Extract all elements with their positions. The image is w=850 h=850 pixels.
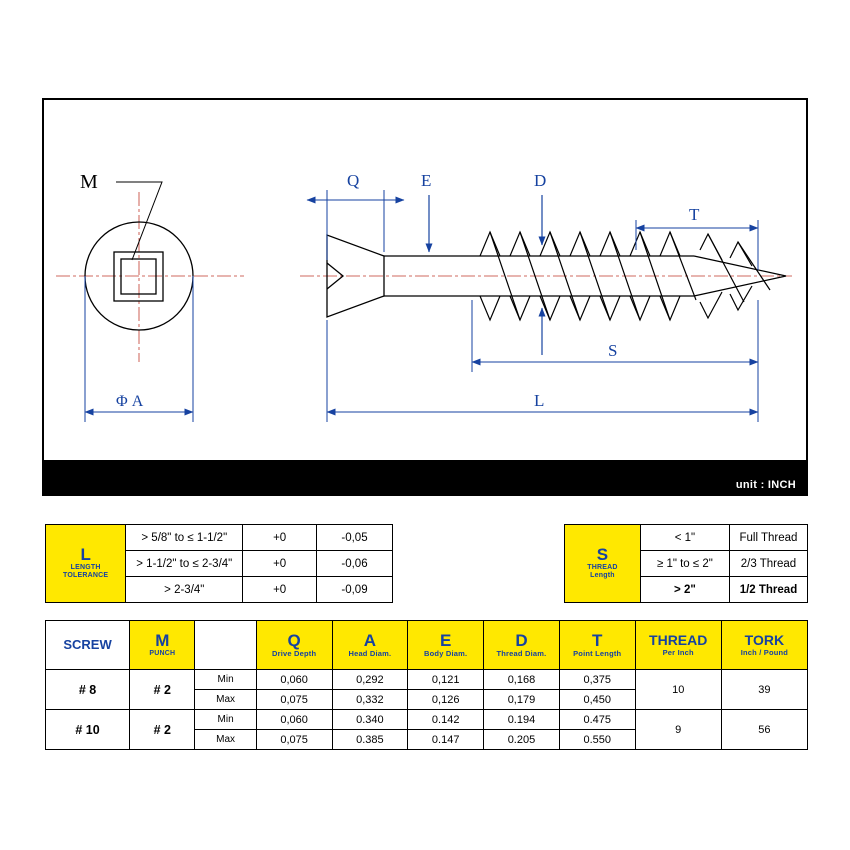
row1-max-a: 0,332: [332, 690, 408, 710]
dim-Q: [307, 190, 404, 260]
row2-thread: 9: [635, 710, 721, 750]
row2-min-a: 0.340: [332, 710, 408, 730]
header-a-sub: Head Diam.: [348, 649, 392, 659]
row1-min-e: 0,121: [408, 670, 484, 690]
table-header-row: [46, 621, 808, 670]
row2-punch: # 2: [130, 710, 195, 750]
s-value-2: 2/3 Thread: [729, 551, 807, 577]
row2-max-e: 0.147: [408, 730, 484, 750]
header-d-sub: Thread Diam.: [496, 649, 547, 659]
header-q-letter: Q: [287, 630, 301, 650]
header-screw-label: SCREW: [63, 637, 112, 652]
l-minus-3: -0,09: [317, 577, 393, 603]
thread-length-table: [564, 524, 808, 603]
header-tork-sub: Inch / Pound: [740, 647, 789, 657]
table-row: [46, 525, 393, 551]
s-value-1: Full Thread: [729, 525, 807, 551]
header-q: [256, 621, 332, 670]
row2-max-label: Max: [195, 730, 256, 750]
l-key-letter: L: [80, 545, 91, 565]
s-range-2: ≥ 1" to ≤ 2": [640, 551, 729, 577]
row2-screw: # 10: [46, 710, 130, 750]
row1-max-d: 0,179: [484, 690, 560, 710]
dim-S: [472, 300, 758, 372]
row2-min-q: 0,060: [256, 710, 332, 730]
s-key-line1: THREAD: [587, 564, 618, 572]
header-e: [408, 621, 484, 670]
row1-max-t: 0,450: [559, 690, 635, 710]
screw-drawing: [44, 100, 806, 494]
row1-min-a: 0,292: [332, 670, 408, 690]
label-phi-A: Φ A: [116, 393, 144, 410]
label-Q: Q: [347, 171, 360, 190]
label-E: E: [421, 171, 432, 190]
l-plus-3: +0: [243, 577, 317, 603]
label-D: D: [534, 171, 547, 190]
row1-screw: # 8: [46, 670, 130, 710]
row1-max-q: 0,075: [256, 690, 332, 710]
l-minus-1: -0,05: [317, 525, 393, 551]
header-m: [130, 621, 195, 670]
s-range-3: > 2": [640, 577, 729, 603]
header-thread-letter: THREAD: [649, 632, 708, 649]
table-row: [46, 710, 808, 730]
header-thread-sub: Per Inch: [662, 647, 694, 657]
row2-max-d: 0.205: [484, 730, 560, 750]
row1-max-label: Max: [195, 690, 256, 710]
length-tolerance-table: [45, 524, 393, 603]
row2-tork: 56: [721, 710, 807, 750]
l-plus-2: +0: [243, 551, 317, 577]
row2-max-a: 0.385: [332, 730, 408, 750]
header-a-letter: A: [363, 630, 377, 650]
l-minus-2: -0,06: [317, 551, 393, 577]
centerline: [56, 192, 792, 362]
header-t-letter: T: [592, 630, 603, 650]
s-key-letter: S: [596, 545, 609, 565]
header-d-letter: D: [515, 630, 528, 650]
s-value-3: 1/2 Thread: [729, 577, 807, 603]
table-row: [565, 525, 808, 551]
technical-drawing-panel: [42, 98, 808, 496]
header-t: [559, 621, 635, 670]
header-d: [484, 621, 560, 670]
row2-min-t: 0.475: [559, 710, 635, 730]
header-tork: [721, 621, 807, 670]
row2-min-d: 0.194: [484, 710, 560, 730]
l-range-1: > 5/8" to ≤ 1-1/2": [126, 525, 243, 551]
s-key-cell: [565, 525, 641, 603]
l-range-3: > 2-3/4": [126, 577, 243, 603]
header-e-sub: Body Diam.: [424, 649, 468, 659]
header-minmax-blank: [195, 621, 256, 670]
header-a: [332, 621, 408, 670]
row2-max-t: 0.550: [559, 730, 635, 750]
header-m-sub: PUNCH: [149, 649, 176, 657]
header-q-sub: Drive Depth: [271, 649, 317, 659]
row1-max-e: 0,126: [408, 690, 484, 710]
row2-min-label: Min: [195, 710, 256, 730]
label-T: T: [689, 205, 700, 224]
row1-punch: # 2: [130, 670, 195, 710]
label-M: M: [80, 171, 98, 193]
row2-max-q: 0,075: [256, 730, 332, 750]
row1-min-label: Min: [195, 670, 256, 690]
header-thread: [635, 621, 721, 670]
header-t-sub: Point Length: [573, 649, 622, 659]
row1-min-t: 0,375: [559, 670, 635, 690]
s-range-1: < 1": [640, 525, 729, 551]
screw-dimension-table: [45, 620, 808, 750]
l-key-line2: TOLERANCE: [63, 572, 109, 580]
row1-tork: 39: [721, 670, 807, 710]
row1-thread: 10: [635, 670, 721, 710]
header-tork-letter: TORK: [744, 632, 785, 649]
row2-min-e: 0.142: [408, 710, 484, 730]
l-range-2: > 1-1/2" to ≤ 2-3/4": [126, 551, 243, 577]
l-plus-1: +0: [243, 525, 317, 551]
l-key-cell: [46, 525, 126, 603]
header-screw: [46, 621, 130, 670]
header-m-letter: M: [155, 630, 170, 650]
unit-bar: [42, 460, 808, 496]
table-row: [46, 670, 808, 690]
header-e-letter: E: [440, 630, 452, 650]
unit-note: unit : INCH: [735, 479, 796, 491]
label-S: S: [608, 341, 618, 360]
l-key-line1: LENGTH: [70, 564, 101, 572]
row1-min-d: 0,168: [484, 670, 560, 690]
s-key-line2: Length: [590, 572, 615, 580]
label-L: L: [534, 391, 545, 410]
row1-min-q: 0,060: [256, 670, 332, 690]
